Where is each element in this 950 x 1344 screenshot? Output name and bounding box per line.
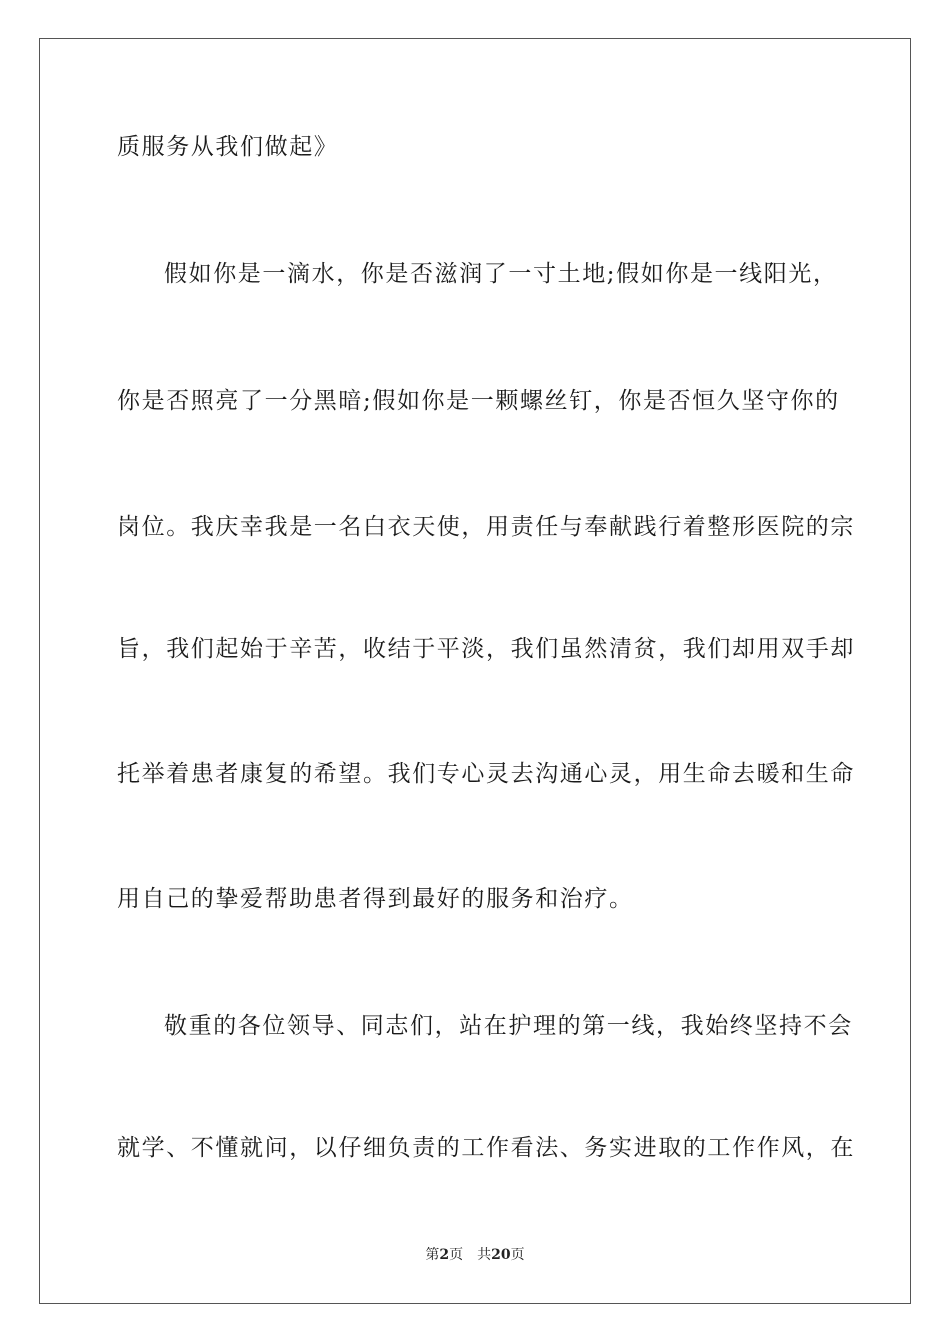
text-line-1: 质服务从我们做起》: [117, 134, 339, 160]
paragraph-2-line-1: 敬重的各位领导、同志们，站在护理的第一线，我始终坚持不会: [164, 1013, 853, 1039]
total-label-prefix: 共: [477, 1247, 492, 1263]
page-label-suffix: 页: [449, 1247, 464, 1263]
total-pages: 20: [491, 1247, 511, 1263]
page-border: [39, 38, 911, 1304]
page-footer: [0, 1246, 950, 1264]
page-label-prefix: 第: [425, 1247, 440, 1263]
paragraph-1-line-3: 岗位。我庆幸我是一名白衣天使，用责任与奉献践行着整形医院的宗: [117, 514, 855, 540]
paragraph-2-line-2: 就学、不懂就问，以仔细负责的工作看法、务实进取的工作作风，在: [117, 1135, 855, 1161]
paragraph-1-line-1: 假如你是一滴水，你是否滋润了一寸土地;假如你是一线阳光，: [164, 261, 838, 287]
paragraph-1-line-2: 你是否照亮了一分黑暗;假如你是一颗螺丝钉，你是否恒久坚守你的: [117, 388, 840, 414]
paragraph-1-line-4: 旨，我们起始于辛苦，收结于平淡，我们虽然清贫，我们却用双手却: [117, 636, 855, 662]
paragraph-1-line-6: 用自己的挚爱帮助患者得到最好的服务和治疗。: [117, 886, 634, 912]
paragraph-1-line-5: 托举着患者康复的希望。我们专心灵去沟通心灵，用生命去暖和生命: [117, 761, 855, 787]
total-label-suffix: 页: [510, 1247, 525, 1263]
page-number: 2: [439, 1247, 450, 1263]
